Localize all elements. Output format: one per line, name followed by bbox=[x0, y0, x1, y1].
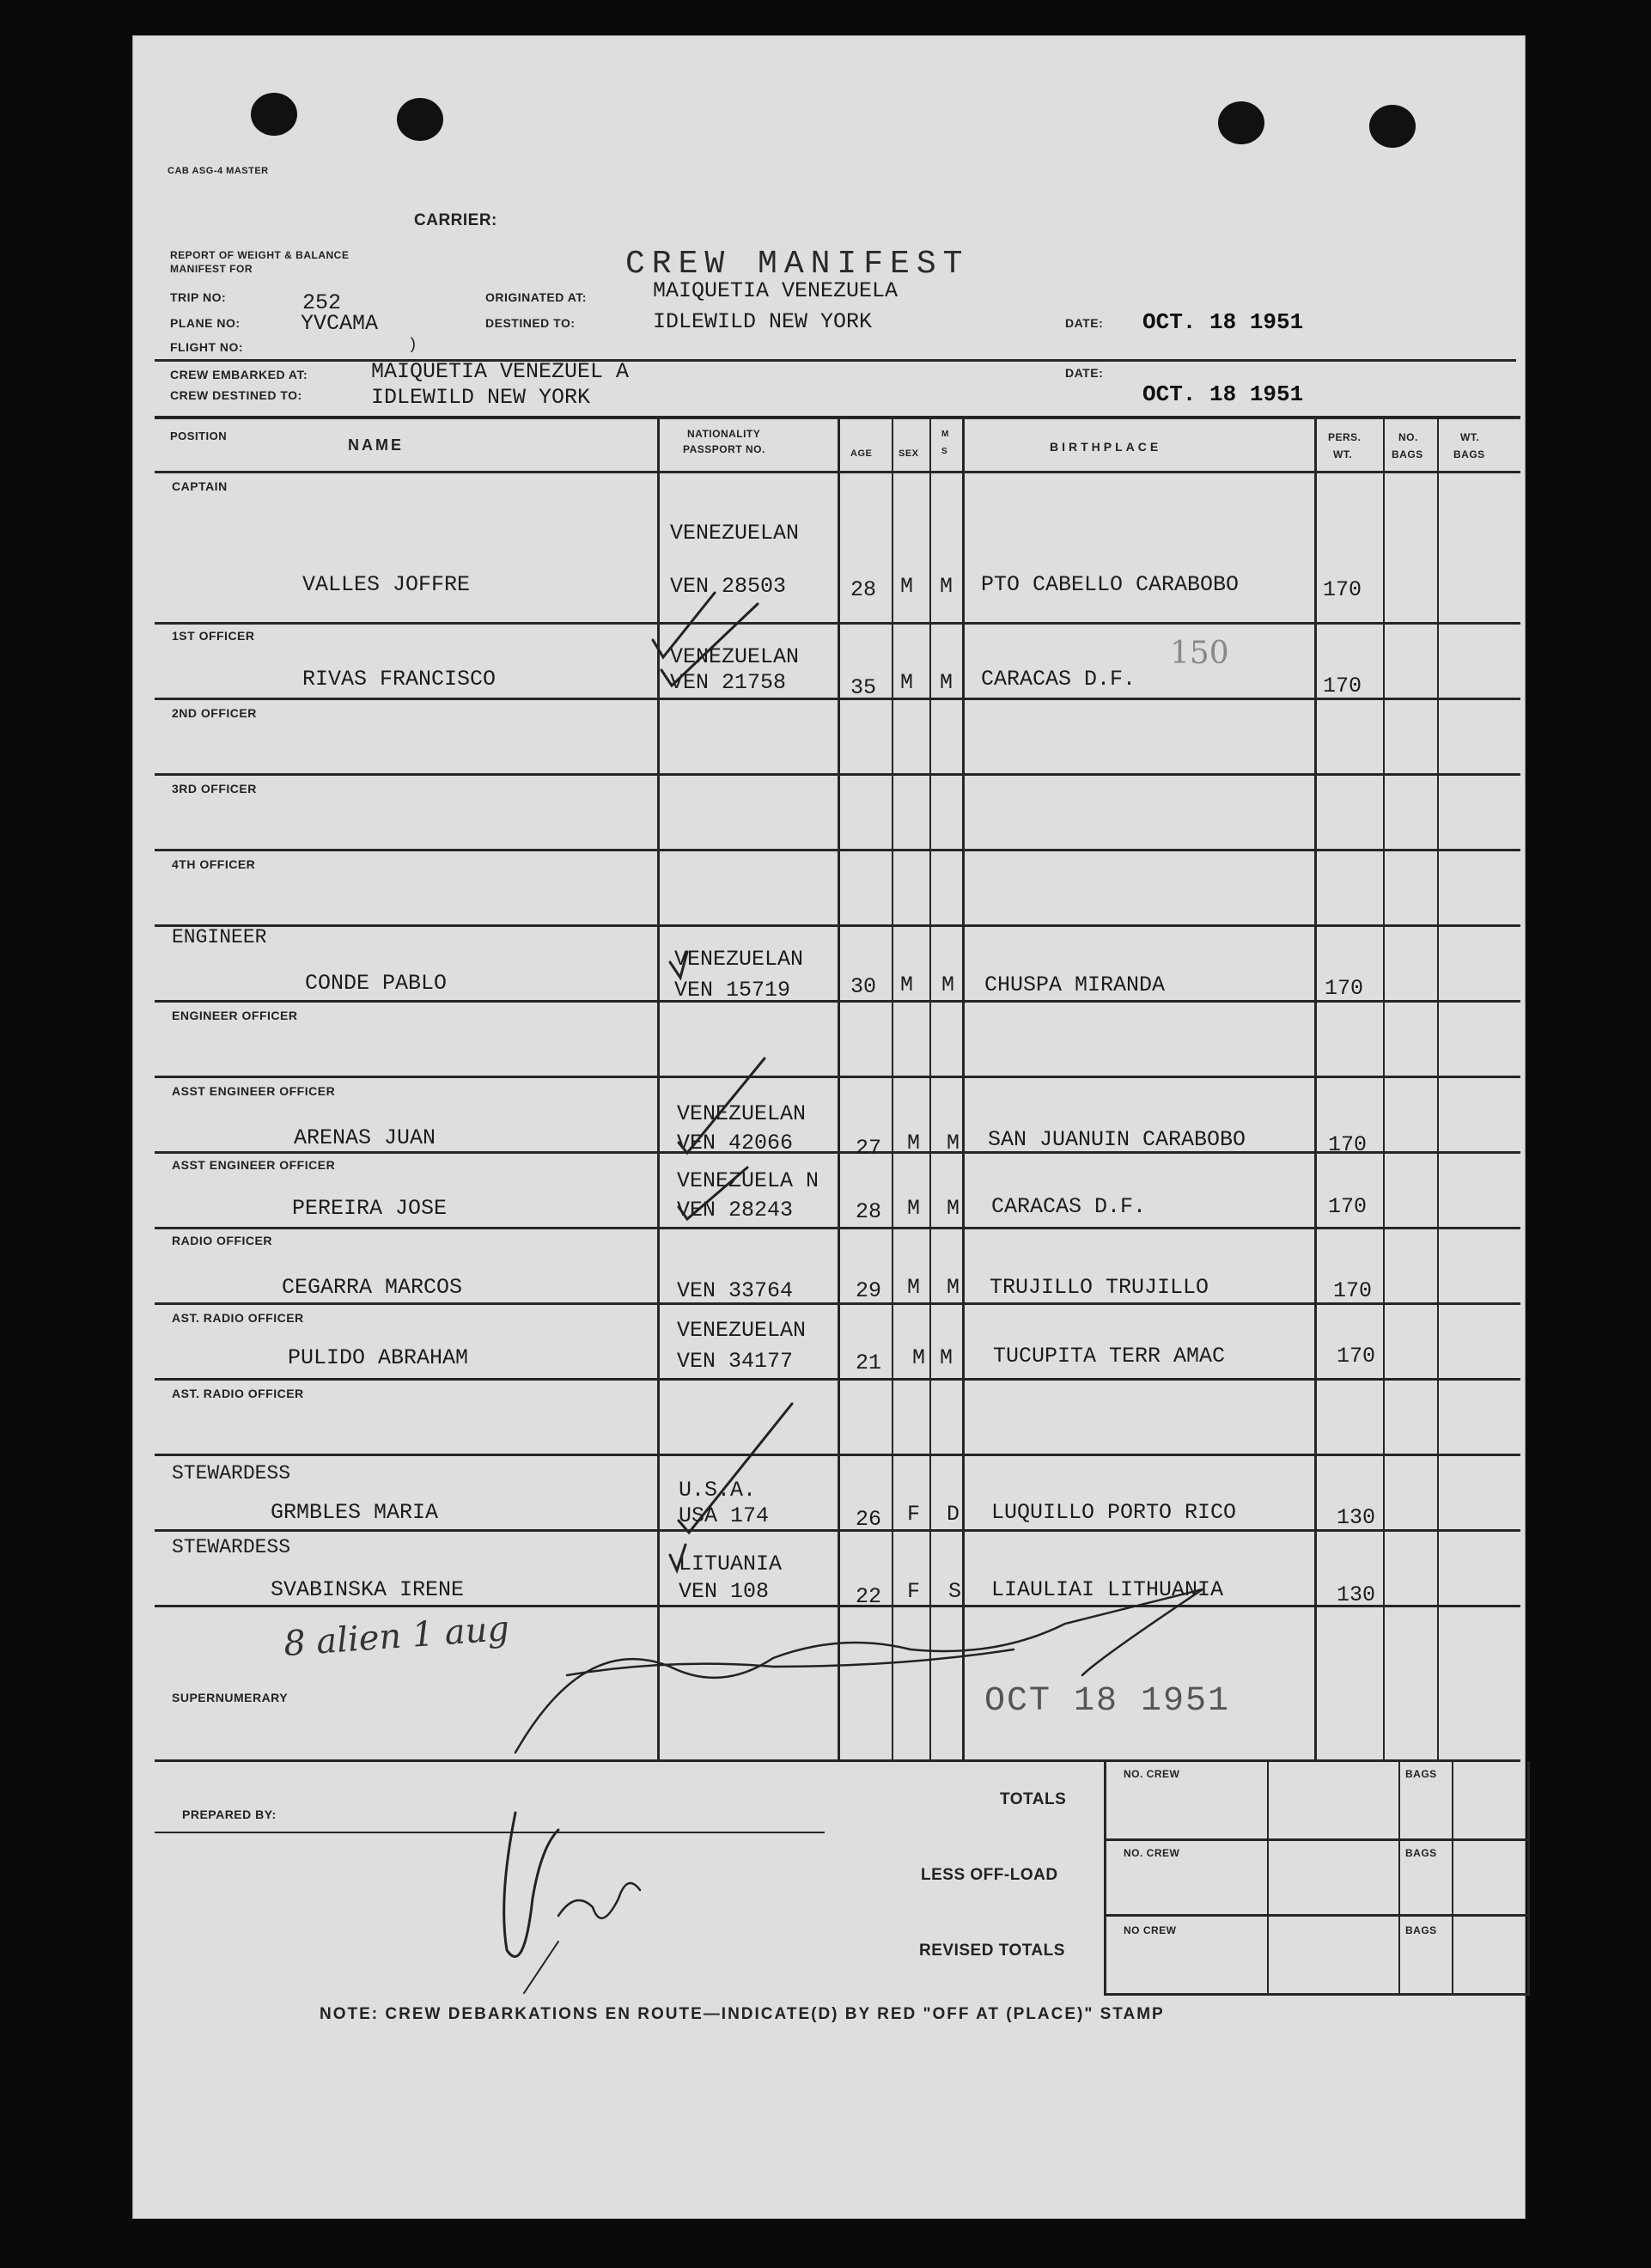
crew-passport: VEN 28503 bbox=[670, 574, 787, 599]
report-label: REPORT OF WEIGHT & BALANCE bbox=[170, 249, 350, 261]
crew-sex: M bbox=[900, 972, 914, 997]
crew-passport: VEN 108 bbox=[679, 1579, 770, 1604]
position-third-officer: 3RD OFFICER bbox=[172, 782, 257, 796]
crew-birthplace: LUQUILLO PORTO RICO bbox=[991, 1500, 1237, 1525]
crew-passport: VEN 21758 bbox=[670, 670, 787, 695]
crew-passport: USA 174 bbox=[679, 1503, 770, 1528]
position-asst-engineer-2: ASST ENGINEER OFFICER bbox=[172, 1158, 336, 1172]
crew-weight: 170 bbox=[1323, 674, 1362, 698]
crew-age: 28 bbox=[850, 577, 877, 602]
crew-age: 35 bbox=[850, 675, 877, 700]
crew-sex: F bbox=[907, 1502, 921, 1527]
crew-birthplace: CARACAS D.F. bbox=[981, 667, 1136, 692]
col-wt-bags-1: WT. bbox=[1460, 431, 1480, 443]
totals-label: TOTALS bbox=[1000, 1790, 1067, 1808]
crew-passport: VEN 28243 bbox=[677, 1198, 794, 1222]
crew-age: 22 bbox=[856, 1584, 882, 1609]
col-ms-m: M bbox=[941, 430, 949, 439]
crew-nationality: VENEZUELAN bbox=[677, 1101, 807, 1126]
crew-sex: M bbox=[907, 1275, 921, 1300]
position-captain: CAPTAIN bbox=[172, 479, 228, 493]
crew-sex: F bbox=[907, 1579, 921, 1604]
crew-name: CONDE PABLO bbox=[305, 971, 448, 996]
crew-weight: 170 bbox=[1328, 1132, 1368, 1157]
crew-weight: 170 bbox=[1337, 1344, 1376, 1369]
crew-marital: D bbox=[947, 1502, 960, 1527]
col-nationality: NATIONALITY bbox=[687, 428, 761, 440]
col-birthplace: BIRTHPLACE bbox=[1050, 440, 1162, 454]
crew-birthplace: SAN JUANUIN CARABOBO bbox=[988, 1127, 1246, 1152]
date-stamp: OCT 18 1951 bbox=[984, 1682, 1231, 1721]
totals-bags: BAGS bbox=[1405, 1768, 1437, 1780]
totals-no-crew: NO. CREW bbox=[1124, 1768, 1180, 1780]
position-asst-radio-2: AST. RADIO OFFICER bbox=[172, 1387, 304, 1400]
crew-age: 30 bbox=[850, 974, 877, 999]
col-wt-bags-2: BAGS bbox=[1453, 448, 1485, 460]
crew-weight: 170 bbox=[1323, 577, 1362, 602]
crew-weight: 170 bbox=[1328, 1194, 1368, 1219]
manifest-for-label: MANIFEST FOR bbox=[170, 263, 253, 275]
less-offload-label: LESS OFF-LOAD bbox=[921, 1866, 1058, 1884]
crew-name: PEREIRA JOSE bbox=[292, 1196, 448, 1221]
col-no: NO. bbox=[1398, 431, 1418, 443]
trip-label: TRIP NO: bbox=[170, 290, 227, 304]
col-bags: BAGS bbox=[1392, 448, 1423, 460]
position-second-officer: 2ND OFFICER bbox=[172, 706, 257, 720]
crew-weight: 130 bbox=[1337, 1505, 1376, 1530]
crew-nationality: VENEZUELAN bbox=[670, 521, 800, 546]
position-asst-radio-1: AST. RADIO OFFICER bbox=[172, 1311, 304, 1325]
crew-nationality: U.S.A. bbox=[679, 1478, 757, 1503]
handwritten-alien-note: 8 alien 1 aug bbox=[282, 1608, 511, 1665]
crew-weight: 130 bbox=[1337, 1582, 1376, 1607]
date-value: OCT. 18 1951 bbox=[1142, 309, 1304, 335]
checkmark-icon bbox=[679, 1058, 765, 1153]
checkmark-icon bbox=[653, 593, 715, 657]
date2-value: OCT. 18 1951 bbox=[1142, 381, 1304, 407]
crew-name: ARENAS JUAN bbox=[294, 1125, 436, 1150]
col-ms-s: S bbox=[941, 447, 948, 456]
crew-sex: M bbox=[912, 1345, 926, 1370]
crew-name: PULIDO ABRAHAM bbox=[288, 1345, 469, 1370]
crew-birthplace: PTO CABELLO CARABOBO bbox=[981, 572, 1240, 597]
crew-destined-value: IDLEWILD NEW YORK bbox=[371, 385, 591, 410]
position-first-officer: 1ST OFFICER bbox=[172, 629, 255, 643]
crew-nationality: LITUANIA bbox=[679, 1552, 783, 1576]
col-name: NAME bbox=[348, 436, 404, 454]
crew-age: 27 bbox=[856, 1136, 882, 1161]
crew-age: 26 bbox=[856, 1507, 882, 1532]
crew-embarked-label: CREW EMBARKED AT: bbox=[170, 368, 308, 381]
position-fourth-officer: 4TH OFFICER bbox=[172, 857, 256, 871]
position-asst-engineer-1: ASST ENGINEER OFFICER bbox=[172, 1084, 336, 1098]
crew-name: RIVAS FRANCISCO bbox=[302, 667, 497, 692]
prepared-by-signature bbox=[504, 1813, 558, 1957]
position-supernumerary: SUPERNUMERARY bbox=[172, 1691, 289, 1704]
position-stewardess-1: STEWARDESS bbox=[172, 1462, 291, 1485]
crew-weight: 170 bbox=[1333, 1278, 1373, 1303]
crew-name: GRMBLES MARIA bbox=[271, 1500, 439, 1525]
destined-value: IDLEWILD NEW YORK bbox=[653, 309, 873, 334]
crew-age: 29 bbox=[856, 1278, 882, 1303]
crew-sex: M bbox=[900, 574, 914, 599]
crew-birthplace: CHUSPA MIRANDA bbox=[984, 972, 1166, 997]
crew-age: 21 bbox=[856, 1350, 882, 1375]
carrier-label: CARRIER: bbox=[414, 211, 497, 229]
crew-marital: M bbox=[940, 670, 953, 695]
prepared-by-signature bbox=[524, 1942, 558, 1993]
crew-nationality: VENEZUELAN bbox=[674, 947, 804, 972]
crew-passport: VEN 15719 bbox=[674, 978, 791, 1003]
col-sex: SEX bbox=[899, 448, 919, 459]
revised-no-crew: NO CREW bbox=[1124, 1924, 1177, 1936]
crew-marital: M bbox=[947, 1196, 960, 1221]
plane-label: PLANE NO: bbox=[170, 316, 241, 330]
crew-marital: M bbox=[941, 972, 955, 997]
crew-sex: M bbox=[907, 1196, 921, 1221]
checkmark-icon bbox=[670, 1545, 685, 1570]
crew-nationality: VENEZUELAN bbox=[677, 1318, 807, 1343]
position-stewardess-2: STEWARDESS bbox=[172, 1536, 291, 1558]
checkmark-icon bbox=[679, 1404, 792, 1533]
crew-embarked-value: MAIQUETIA VENEZUEL A bbox=[371, 359, 630, 384]
date2-label: DATE: bbox=[1065, 366, 1104, 380]
crew-name: VALLES JOFFRE bbox=[302, 572, 471, 597]
pencil-weight-note: 150 bbox=[1170, 636, 1229, 671]
position-flight-engineer: ENGINEER bbox=[172, 926, 267, 948]
crew-nationality: VENEZUELAN bbox=[670, 644, 800, 669]
col-pers: PERS. bbox=[1328, 431, 1362, 443]
crew-name: SVABINSKA IRENE bbox=[271, 1577, 465, 1602]
originated-label: ORIGINATED AT: bbox=[485, 290, 587, 304]
page-title: CREW MANIFEST bbox=[625, 246, 970, 283]
prepared-by-signature bbox=[558, 1883, 640, 1918]
crew-sex: M bbox=[900, 670, 914, 695]
flight-label: FLIGHT NO: bbox=[170, 340, 244, 354]
form-code: CAB ASG-4 MASTER bbox=[168, 166, 269, 176]
originated-value: MAIQUETIA VENEZUELA bbox=[653, 278, 899, 303]
crew-birthplace: CARACAS D.F. bbox=[991, 1194, 1147, 1219]
crew-marital: M bbox=[947, 1275, 960, 1300]
flight-number: ) bbox=[408, 337, 417, 354]
crew-marital: M bbox=[947, 1131, 960, 1155]
offload-bags: BAGS bbox=[1405, 1847, 1437, 1859]
crew-birthplace: TRUJILLO TRUJILLO bbox=[990, 1275, 1209, 1300]
crew-weight: 170 bbox=[1325, 976, 1364, 1001]
prepared-by-label: PREPARED BY: bbox=[182, 1808, 277, 1821]
checkmark-icon bbox=[670, 952, 687, 978]
crew-marital: M bbox=[940, 574, 953, 599]
crew-age: 28 bbox=[856, 1199, 882, 1224]
destined-label: DESTINED TO: bbox=[485, 316, 576, 330]
crew-marital: M bbox=[940, 1345, 953, 1370]
col-age: AGE bbox=[850, 448, 873, 459]
footer-note: NOTE: CREW DEBARKATIONS EN ROUTE—INDICATE(D) BY RED "OFF AT (PLACE)" STAMP bbox=[320, 2005, 1165, 2023]
crew-marital: S bbox=[948, 1579, 962, 1604]
crew-nationality: VENEZUELA N bbox=[677, 1168, 819, 1193]
plane-number: YVCAMA bbox=[301, 311, 379, 336]
date-label: DATE: bbox=[1065, 316, 1104, 330]
position-engineer-officer: ENGINEER OFFICER bbox=[172, 1009, 298, 1022]
crew-birthplace: LIAULIAI LITHUANIA bbox=[991, 1577, 1224, 1602]
revised-bags: BAGS bbox=[1405, 1924, 1437, 1936]
offload-no-crew: NO. CREW bbox=[1124, 1847, 1180, 1859]
checkmark-icon bbox=[661, 604, 758, 686]
position-radio-officer: RADIO OFFICER bbox=[172, 1234, 272, 1247]
signature-scribble bbox=[515, 1589, 1203, 1753]
checkmark-icon bbox=[679, 1168, 747, 1219]
crew-passport: VEN 42066 bbox=[677, 1131, 794, 1155]
crew-passport: VEN 34177 bbox=[677, 1349, 794, 1374]
col-wt: WT. bbox=[1333, 448, 1353, 460]
col-position: POSITION bbox=[170, 430, 228, 442]
crew-destined-label: CREW DESTINED TO: bbox=[170, 388, 302, 402]
crew-birthplace: TUCUPITA TERR AMAC bbox=[993, 1344, 1226, 1369]
col-passport: PASSPORT NO. bbox=[683, 443, 765, 455]
revised-totals-label: REVISED TOTALS bbox=[919, 1942, 1065, 1960]
crew-name: CEGARRA MARCOS bbox=[282, 1275, 463, 1300]
crew-sex: M bbox=[907, 1131, 921, 1155]
trip-number: 252 bbox=[302, 290, 342, 315]
crew-passport: VEN 33764 bbox=[677, 1278, 794, 1303]
